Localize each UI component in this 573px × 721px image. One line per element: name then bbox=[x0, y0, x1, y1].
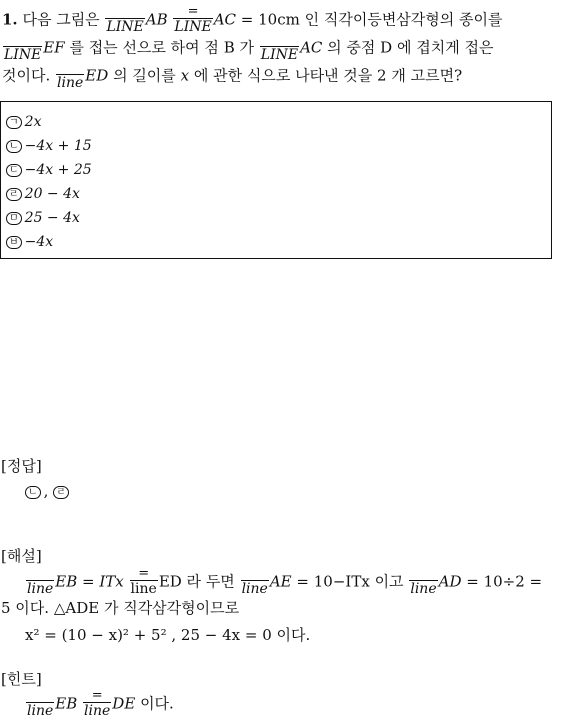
overline-ae: line bbox=[241, 581, 268, 597]
choice-marker: ㄷ bbox=[6, 164, 22, 177]
choice-3[interactable] bbox=[6, 162, 92, 178]
overline-ac-2: LINE bbox=[260, 47, 299, 63]
overline-ab: LINE bbox=[106, 19, 144, 35]
choice-text: 25 − 4x bbox=[24, 210, 80, 226]
choice-text: −4x + 15 bbox=[24, 138, 92, 154]
segment-ac: AC bbox=[213, 10, 236, 29]
solution-line-1: line EB = ITx $\frac{=}{\text{line}}$ ED 라 두면 line AE = 10−ITx 이고 line AD = 10÷2 = bbox=[27, 566, 543, 597]
variable-x: x bbox=[180, 66, 190, 85]
choice-marker: ㄱ bbox=[6, 116, 22, 129]
question-text: 에 관한 식으로 나타낸 것을 2 개 고르면? bbox=[193, 66, 463, 85]
choice-text: −4x + 25 bbox=[24, 162, 92, 178]
overline-eb: line bbox=[27, 581, 54, 597]
overline-ad: line bbox=[410, 581, 437, 597]
question-text: 를 접는 선으로 하여 점 B 가 bbox=[69, 38, 254, 57]
answer-value: ㄴ , ㄹ bbox=[25, 482, 72, 500]
solution-line-2: 5 이다. △ADE 가 직각삼각형이므로 bbox=[1, 599, 240, 617]
choice-text: 2x bbox=[24, 114, 42, 130]
overline-eb: line bbox=[27, 703, 54, 719]
choice-4[interactable] bbox=[6, 186, 80, 202]
segment-ef: EF bbox=[43, 38, 65, 57]
question-text: = 10cm 인 직각이등변삼각형의 종이를 bbox=[240, 10, 503, 29]
hint-label: [힌트] bbox=[1, 670, 42, 688]
choice-marker: ㅁ bbox=[6, 212, 22, 225]
question-line-2 bbox=[2, 34, 493, 63]
choice-1[interactable] bbox=[6, 114, 41, 130]
choice-marker: ㄹ bbox=[6, 188, 22, 201]
answer-marker: ㄴ bbox=[25, 486, 41, 499]
question-number: 1. bbox=[2, 10, 18, 29]
choices-box bbox=[0, 101, 552, 259]
question-line-3 bbox=[2, 62, 462, 91]
overline-ef: LINE bbox=[4, 47, 42, 63]
overline-ed: $\frac{=}{\text{line}}$ bbox=[130, 566, 157, 597]
answer-label: [정답] bbox=[1, 457, 42, 475]
question-text: 것이다. bbox=[2, 66, 51, 85]
choice-5[interactable] bbox=[6, 210, 80, 226]
choice-text: 20 − 4x bbox=[24, 186, 80, 202]
question-line-1 bbox=[2, 6, 503, 35]
answer-marker: ㄹ bbox=[53, 486, 69, 499]
segment-ab: AB bbox=[145, 10, 168, 29]
overline-ac: $\frac{=}{\text{LINE}}$ bbox=[174, 4, 212, 35]
solution-line-3: x² = (10 − x)² + 5² , 25 − 4x = 0 이다. bbox=[25, 626, 311, 644]
question-text: 다음 그림은 bbox=[22, 10, 100, 29]
choice-marker: ㅂ bbox=[6, 236, 22, 249]
segment-ac: AC bbox=[300, 38, 323, 57]
solution-label: [해설] bbox=[1, 547, 42, 565]
overline-ed: line bbox=[57, 75, 84, 91]
choice-6[interactable] bbox=[6, 234, 53, 250]
choice-2[interactable] bbox=[6, 138, 92, 154]
segment-ed: ED bbox=[85, 66, 109, 85]
overline-de: $\frac{=}{\text{line}}$ bbox=[84, 688, 111, 719]
choice-marker: ㄴ bbox=[6, 140, 22, 153]
choice-text: −4x bbox=[24, 234, 54, 250]
question-text: 의 길이를 bbox=[113, 66, 176, 85]
question-text: 의 중점 D 에 겹치게 접은 bbox=[327, 38, 494, 57]
hint-line: line EB $\frac{=}{\text{line}}$ DE 이다. bbox=[27, 688, 174, 719]
